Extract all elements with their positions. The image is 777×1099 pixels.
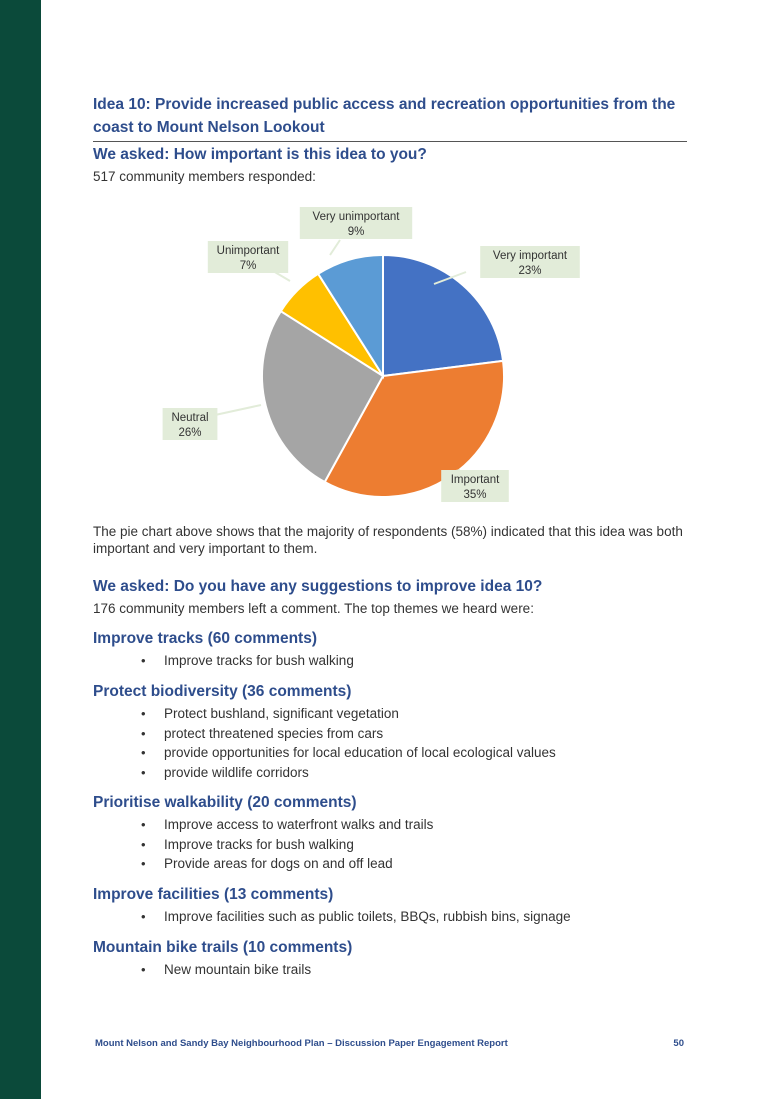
title-divider [93, 141, 687, 142]
data-label-value: 35% [463, 489, 487, 501]
data-label-value: 7% [239, 260, 257, 272]
theme-list [137, 815, 433, 874]
data-label-value: 9% [347, 226, 365, 238]
page-sidebar-band [0, 0, 41, 1099]
question-1-heading: We asked: How important is this idea to you? [93, 146, 427, 163]
theme-heading: Protect biodiversity (36 comments) [93, 683, 352, 700]
list-item: • Improve access to waterfront walks and trails [137, 815, 433, 835]
label-leader-line [215, 405, 261, 415]
list-item: • provide wildlife corridors [137, 763, 556, 783]
theme-list [137, 907, 571, 927]
chart-summary: The pie chart above shows that the majority of respondents (58%) indicated that this idea was both important and very important to them. [93, 524, 683, 556]
theme-heading: Prioritise walkability (20 comments) [93, 794, 357, 811]
page-footer [95, 1038, 684, 1049]
question-2-heading: We asked: Do you have any suggestions to improve idea 10? [93, 578, 543, 595]
data-label-value: 26% [178, 427, 202, 439]
theme-heading: Mountain bike trails (10 comments) [93, 939, 353, 956]
page-number: 50 [673, 1038, 684, 1049]
data-label-name: Important [450, 474, 500, 486]
importance-pie-chart [150, 200, 600, 510]
list-item: • Provide areas for dogs on and off lead [137, 854, 433, 874]
data-label-name: Very important [492, 250, 568, 262]
data-label-name: Very unimportant [312, 211, 400, 223]
list-item: • Protect bushland, significant vegetation [137, 704, 556, 724]
list-item: • protect threatened species from cars [137, 724, 556, 744]
comments-intro: 176 community members left a comment. The top themes we heard were: [93, 601, 534, 616]
list-item: • provide opportunities for local education of local ecological values [137, 743, 556, 763]
list-item: • Improve tracks for bush walking [137, 651, 354, 671]
label-leader-line [330, 240, 340, 255]
footer-text: Mount Nelson and Sandy Bay Neighbourhood Plan – Discussion Paper Engagement Report [95, 1038, 508, 1049]
data-label-value: 23% [518, 265, 542, 277]
page-title: Idea 10: Provide increased public access and recreation opportunities from the coast to Mount Nelson Lookout [93, 96, 676, 136]
theme-list [137, 960, 311, 980]
data-label-name: Neutral [171, 412, 209, 424]
theme-list [137, 651, 354, 671]
data-label-name: Unimportant [216, 245, 280, 257]
theme-list [137, 704, 556, 782]
list-item: • New mountain bike trails [137, 960, 311, 980]
list-item: • Improve facilities such as public toilets, BBQs, rubbish bins, signage [137, 907, 571, 927]
theme-heading: Improve tracks (60 comments) [93, 630, 317, 647]
list-item: • Improve tracks for bush walking [137, 835, 433, 855]
theme-heading: Improve facilities (13 comments) [93, 886, 334, 903]
responded-count: 517 community members responded: [93, 169, 316, 184]
